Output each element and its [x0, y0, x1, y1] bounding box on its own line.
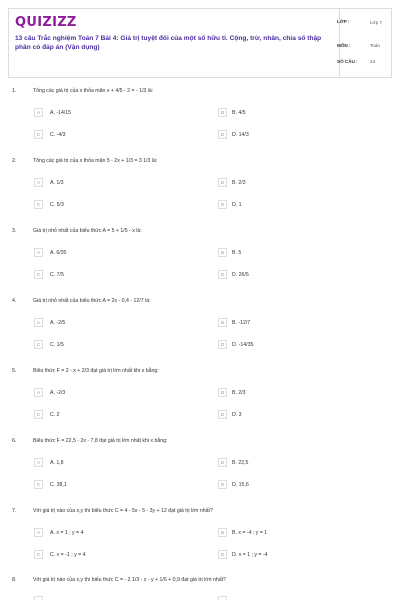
option-a-text[interactable]: A. -14/15: [50, 110, 72, 116]
option-a-text[interactable]: A. -2/5: [50, 320, 66, 326]
option-b-box[interactable]: B: [218, 388, 227, 397]
question-text: Tổng các giá trị của x thỏa mãn x + 4/5 - 2 = - 1/3 là:: [33, 88, 154, 94]
option-a-box[interactable]: A: [34, 248, 43, 257]
option-b-box[interactable]: B: [218, 458, 227, 467]
option-a-box[interactable]: A: [34, 108, 43, 117]
option-b-box[interactable]: B: [218, 108, 227, 117]
option-b-text[interactable]: B. 4/5: [232, 110, 246, 116]
option-c-box[interactable]: C: [34, 340, 43, 349]
option-d-text[interactable]: D. -14/35: [232, 342, 254, 348]
option-a-text[interactable]: A. -2/3: [50, 390, 66, 396]
option-a-text[interactable]: A. 6/35: [50, 250, 67, 256]
option-a-text[interactable]: A. x = 1 ; y = 4: [50, 530, 84, 536]
option-a-text[interactable]: A. 1/3: [50, 180, 64, 186]
option-c-box[interactable]: C: [34, 130, 43, 139]
option-a-box[interactable]: A: [34, 458, 43, 467]
count-value: 13: [370, 59, 376, 64]
question-text: Tổng các giá trị của x thỏa mãn 5 - 2x + 1/3 = 3 1/3 là:: [33, 158, 158, 164]
option-b-text[interactable]: B. 2/3: [232, 180, 246, 186]
option-d-text[interactable]: D. 1: [232, 202, 242, 208]
question-number: 1.: [12, 88, 17, 94]
question-number: 8.: [12, 577, 17, 583]
option-d-text[interactable]: D. x = 1 ; y = -4: [232, 552, 268, 558]
option-b-box[interactable]: B: [218, 318, 227, 327]
subject-value: Toán: [370, 43, 380, 48]
option-d-text[interactable]: D. 14/3: [232, 132, 249, 138]
option-d-box[interactable]: D: [218, 200, 227, 209]
question-number: 4.: [12, 298, 17, 304]
option-d-text[interactable]: D. 15,6: [232, 482, 249, 488]
option-d-box[interactable]: D: [218, 410, 227, 419]
option-a-box[interactable]: A: [34, 388, 43, 397]
option-c-text[interactable]: C. 7/5: [50, 272, 64, 278]
option-b-text[interactable]: B. 22,5: [232, 460, 249, 466]
subject-label: MÔN :: [337, 43, 351, 48]
question-number: 2.: [12, 158, 17, 164]
option-d-box[interactable]: D: [218, 340, 227, 349]
option-c-box[interactable]: C: [34, 410, 43, 419]
option-a-box[interactable]: A: [34, 178, 43, 187]
option-a-box[interactable]: [34, 596, 43, 600]
option-b-text[interactable]: B. 2/3: [232, 390, 246, 396]
option-c-text[interactable]: C. x = -1 ; y = 4: [50, 552, 86, 558]
page-title: 13 câu Trắc nghiệm Toán 7 Bài 4: Giá trị tuyệt đối của một số hữu tỉ. Cộng, trừ, nhân, chia số thập phân có đáp án (Vận dụng): [15, 35, 322, 51]
question-text: Biểu thức F = 2 - x + 2/3 đạt giá trị lớn nhất khi x bằng:: [33, 368, 159, 374]
option-b-box[interactable]: B: [218, 248, 227, 257]
option-a-text[interactable]: A. 1,8: [50, 460, 64, 466]
option-c-text[interactable]: C. 5/3: [50, 202, 64, 208]
question-text: Giá trị nhỏ nhất của biểu thức A = 5 + 1/5 - x là:: [33, 228, 142, 234]
option-a-box[interactable]: A: [34, 528, 43, 537]
question-number: 5.: [12, 368, 17, 374]
option-a-box[interactable]: A: [34, 318, 43, 327]
quizizz-logo: QUIZIZZ: [15, 15, 77, 30]
option-b-text[interactable]: B. 5: [232, 250, 242, 256]
option-d-text[interactable]: D. 3: [232, 412, 242, 418]
option-b-box[interactable]: B: [218, 528, 227, 537]
question-number: 3.: [12, 228, 17, 234]
option-b-box[interactable]: B: [218, 178, 227, 187]
option-c-box[interactable]: C: [34, 550, 43, 559]
class-label: LỚP :: [337, 19, 350, 24]
option-c-box[interactable]: C: [34, 200, 43, 209]
option-c-box[interactable]: C: [34, 270, 43, 279]
question-number: 7.: [12, 508, 17, 514]
class-value: Lớp 7: [370, 20, 382, 25]
option-b-text[interactable]: B. x = -4 ; y = 1: [232, 530, 268, 536]
count-label: SỐ CÂU :: [337, 59, 358, 64]
question-text: Biểu thức F = 22,5 - 2x - 7,8 đạt giá trị lớn nhất khi x bằng:: [33, 438, 168, 444]
worksheet-header: [8, 8, 392, 78]
option-c-box[interactable]: C: [34, 480, 43, 489]
option-c-text[interactable]: C. 38,1: [50, 482, 67, 488]
question-text: Giá trị nhỏ nhất của biểu thức A = 2x - 0,4 - 12/7 là:: [33, 298, 151, 304]
option-c-text[interactable]: C. 1/5: [50, 342, 64, 348]
option-d-box[interactable]: D: [218, 270, 227, 279]
option-d-box[interactable]: D: [218, 480, 227, 489]
option-c-text[interactable]: C. 2: [50, 412, 60, 418]
option-b-box[interactable]: [218, 596, 227, 600]
question-text: Với giá trị nào của x,y thì biểu thức C = 4 - 5x - 5 - 3y + 12 đạt giá trị lớn nhất?: [33, 508, 213, 514]
option-d-box[interactable]: D: [218, 550, 227, 559]
question-number: 6.: [12, 438, 17, 444]
option-d-text[interactable]: D. 26/5: [232, 272, 249, 278]
option-d-box[interactable]: D: [218, 130, 227, 139]
option-b-text[interactable]: B. -12/7: [232, 320, 251, 326]
question-text: Với giá trị nào của x,y thì biểu thức C = - 2 1/3 - x - y + 1/6 + 0,9 đạt giá trị lớn nhất?: [33, 577, 226, 583]
option-c-text[interactable]: C. -4/3: [50, 132, 66, 138]
